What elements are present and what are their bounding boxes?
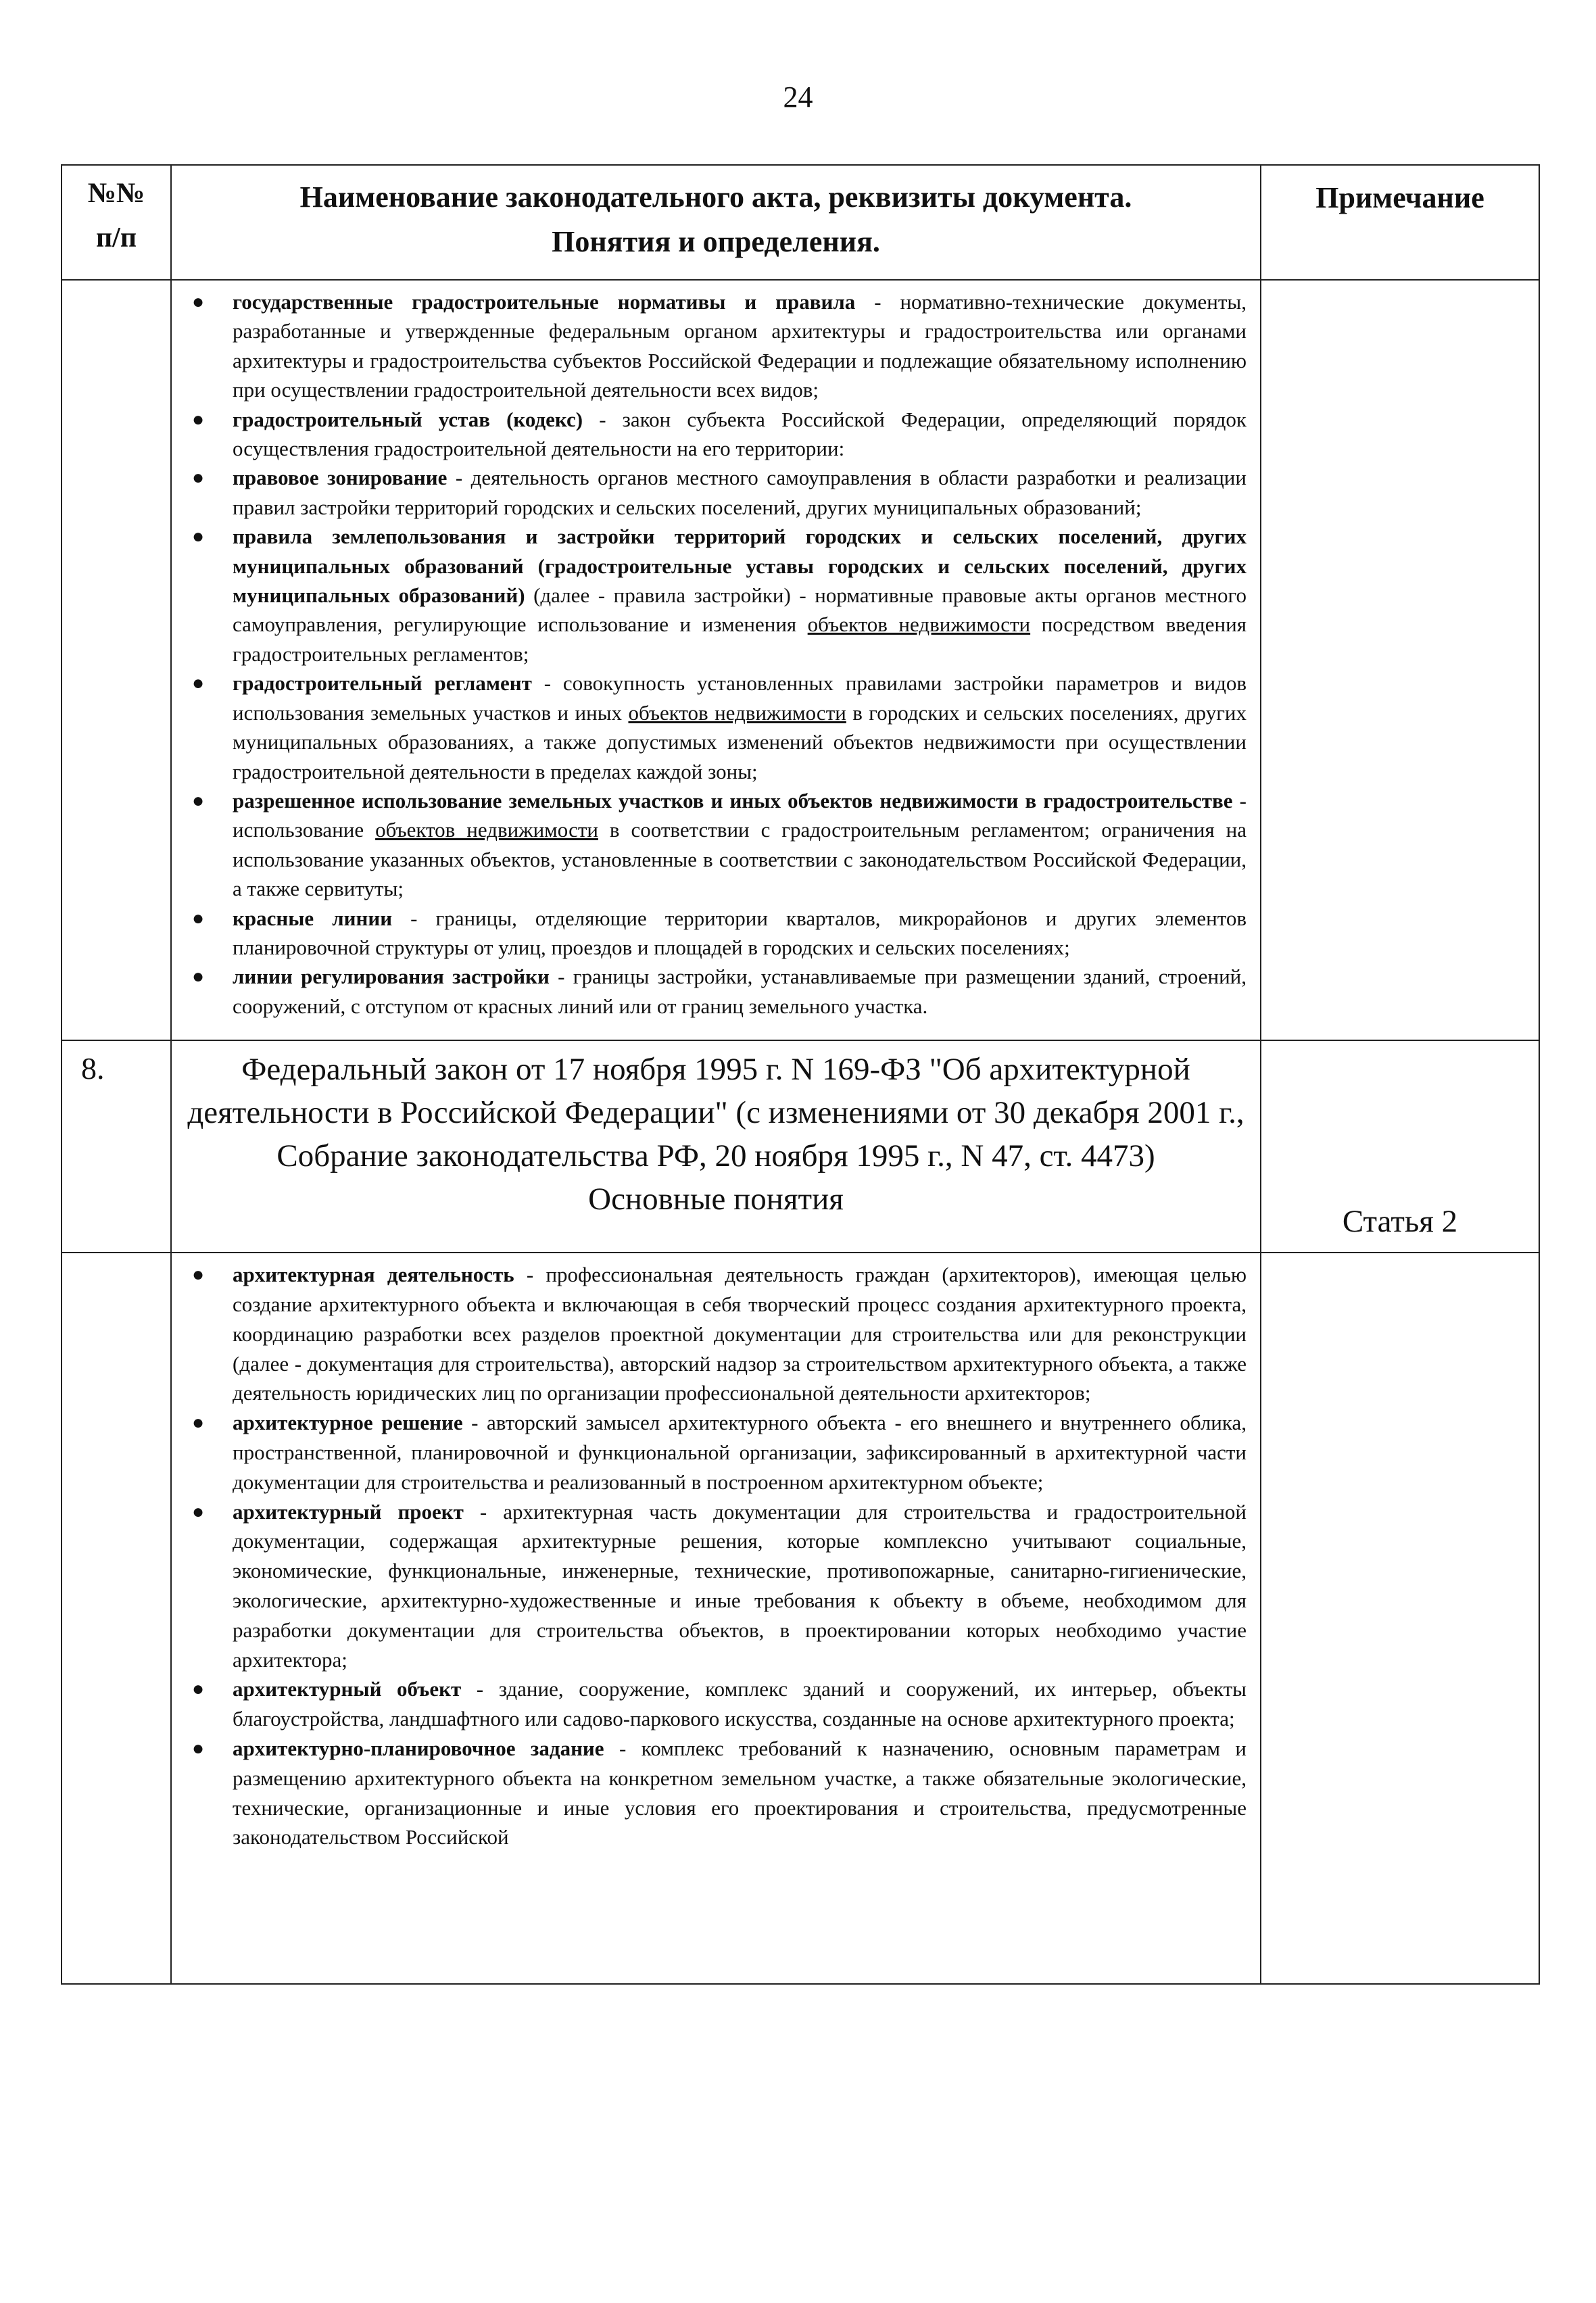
list-item (185, 1260, 1247, 1408)
bullet-icon: ● (192, 408, 205, 431)
section-note: Статья 2 (1261, 1040, 1539, 1253)
cell-definitions-1 (171, 280, 1261, 1040)
definition: - авторский замысел архитектурного объекта - его внешнего и внутреннего облика, пространственной, планировочной и функциональной организации, зафиксированный в архитектурной части документации для строительства и реализованный в построенном архитектурном объекте; (233, 1411, 1247, 1494)
term: государственные градостроительные нормативы и правила (233, 290, 856, 314)
definition: - границы, отделяющие территории кварталов, микрорайонов и других элементов планировочной структуры от улиц, проездов и площадей в городских и сельских поселениях; (233, 906, 1247, 959)
term: градостроительный регламент (233, 671, 532, 696)
definition-tail: в соответствии с градостроительным регламентом; ограничения на использование указанных объектов, установленные в соответствии с законодательством Российской Федерации, а также сервитуты; (233, 818, 1247, 901)
definition: - комплекс требований к назначению, основным параметрам и размещению архитектурного объекта на конкретном земельном участке, а также обязательные экологические, технические, организационные и иные условия его проектирования и строительства, предусмотренные законодательством Российской (233, 1736, 1247, 1849)
definition-tail: посредством введения градостроительных регламентов; (233, 612, 1247, 666)
bullet-icon: ● (192, 672, 205, 695)
list-item (185, 962, 1247, 1021)
column-header-number (62, 165, 171, 280)
list-item (185, 463, 1247, 522)
bullet-icon: ● (192, 965, 205, 988)
list-item (185, 405, 1247, 464)
definition: - нормативно-технические документы, разработанные и утвержденные федеральным органом архитектуры и градостроительства или органами архитектуры и градостроительства субъектов Российской Федерации и подлежащие обязательному исполнению при осуществлении градостроительной деятельности всех видов; (233, 290, 1247, 402)
list-item (185, 786, 1247, 904)
term: градостроительный устав (кодекс) (233, 407, 583, 431)
definition: - профессиональная деятельность граждан (архитекторов), имеющая целью создание архитектурного объекта и включающая в себя творческий процесс создания архитектурного проекта, координацию разработки всех разделов проектной документации для строительства или для реконструкции (далее - документация для строительства), авторский надзор за строительством архитектурного объекта, а также деятельность юридических лиц по организации профессиональной деятельности архитекторов; (233, 1263, 1247, 1405)
cell-empty-number (62, 280, 171, 1040)
bullet-icon: ● (192, 466, 205, 489)
column-header-number-text: №№ п/п (87, 178, 145, 253)
list-item (185, 1734, 1247, 1852)
definition: - использование (233, 788, 1247, 842)
list-item (185, 1674, 1247, 1734)
bullet-icon: ● (192, 291, 205, 313)
bullet-icon: ● (192, 1263, 205, 1286)
section-subtitle: Основные понятия (588, 1182, 844, 1217)
definition: - архитектурная часть документации для строительства и градостроительной документации, содержащая архитектурные решения, которые комплексно учитывают социальные, экономические, функциональные, инженерные, технические, противопожарные, санитарно-гигиенические, экологические, архитектурно-художественные и иные требования к объекту в объеме, необходимом для разработки документации для строительства объектов, в проектировании которых необходимо участие архитектора; (233, 1499, 1247, 1672)
underlined-reference: объектов недвижимости (628, 700, 846, 725)
definition: - деятельность органов местного самоуправления в области разработки и реализации правил застройки территорий городских и сельских поселений, других муниципальных образований; (233, 466, 1247, 519)
column-header-title-text: Наименование законодательного акта, реквизиты документа. Понятия и определения. (299, 180, 1132, 258)
column-header-title (171, 165, 1261, 280)
definition: - закон субъекта Российской Федерации, определяющий порядок осуществления градостроительной деятельности на его территории: (233, 407, 1247, 461)
term: архитектурный объект (233, 1677, 462, 1701)
list-item (185, 1497, 1247, 1675)
term: архитектурное решение (233, 1411, 463, 1435)
section-title-cell (171, 1040, 1261, 1253)
term: архитектурная деятельность (233, 1263, 514, 1287)
list-item (185, 1408, 1247, 1497)
definition-tail: в городских и сельских поселениях, других муниципальных образованиях, а также допустимых изменений объектов недвижимости при осуществлении градостроительной деятельности в пределах каждой зоны; (233, 700, 1247, 783)
table-row-section8 (62, 1040, 1539, 1253)
underlined-reference: объектов недвижимости (807, 612, 1031, 637)
cell-empty-number (62, 1253, 171, 1984)
bullet-icon: ● (192, 906, 205, 929)
term: разрешенное использование земельных участков и иных объектов недвижимости в градостроительстве (233, 788, 1233, 813)
cell-empty-note (1261, 1253, 1539, 1984)
definition: (далее - правила застройки) - нормативные правовые акты органов местного самоуправления, регулирующие использование и изменения (233, 583, 1247, 637)
bullet-icon: ● (192, 1737, 205, 1760)
document-table (61, 164, 1540, 1985)
list-item (185, 522, 1247, 669)
table-row-block2 (62, 1253, 1539, 1984)
term: архитектурно-планировочное задание (233, 1736, 604, 1760)
cell-definitions-2 (171, 1253, 1261, 1984)
term: линии регулирования застройки (233, 965, 550, 989)
term: правовое зонирование (233, 466, 448, 490)
column-header-note-text: Примечание (1315, 181, 1484, 214)
definition: - здание, сооружение, комплекс зданий и сооружений, их интерьер, объекты благоустройства, ландшафтного или садово-паркового искусства, созданные на основе архитектурного проекта; (233, 1677, 1247, 1731)
list-item (185, 669, 1247, 786)
law-title: Федеральный закон от 17 ноября 1995 г. N 169-ФЗ "Об архитектурной деятельности в Российской Федерации" (с изменениями от 30 декабря 2001 г., Собрание законодательства РФ, 20 ноября 1995 г., N 47, ст. 4473) (187, 1052, 1244, 1174)
term: архитектурный проект (233, 1499, 464, 1524)
column-header-note (1261, 165, 1539, 280)
definition: - границы застройки, устанавливаемые при размещении зданий, строений, сооружений, с отступом от красных линий или от границ земельного участка. (233, 965, 1247, 1018)
page-number: 24 (783, 80, 813, 114)
bullet-icon: ● (192, 1678, 205, 1701)
bullet-icon: ● (192, 1411, 205, 1434)
cell-empty-note (1261, 280, 1539, 1040)
bullet-icon: ● (192, 525, 205, 548)
bullet-icon: ● (192, 1500, 205, 1523)
table-row-block1 (62, 280, 1539, 1040)
section-number: 8. (62, 1040, 171, 1253)
underlined-reference: объектов недвижимости (375, 818, 598, 842)
list-item (185, 904, 1247, 963)
table-header-row (62, 165, 1539, 280)
term: красные линии (233, 906, 393, 930)
bullet-icon: ● (192, 789, 205, 812)
term: правила землепользования и застройки территорий городских и сельских поселений, других муниципальных образований (градостроительные уставы городских и сельских поселений, других муниципальных образований) (233, 525, 1247, 608)
definition: - совокупность установленных правилами застройки параметров и видов использования земельных участков и иных (233, 671, 1247, 725)
list-item (185, 287, 1247, 405)
